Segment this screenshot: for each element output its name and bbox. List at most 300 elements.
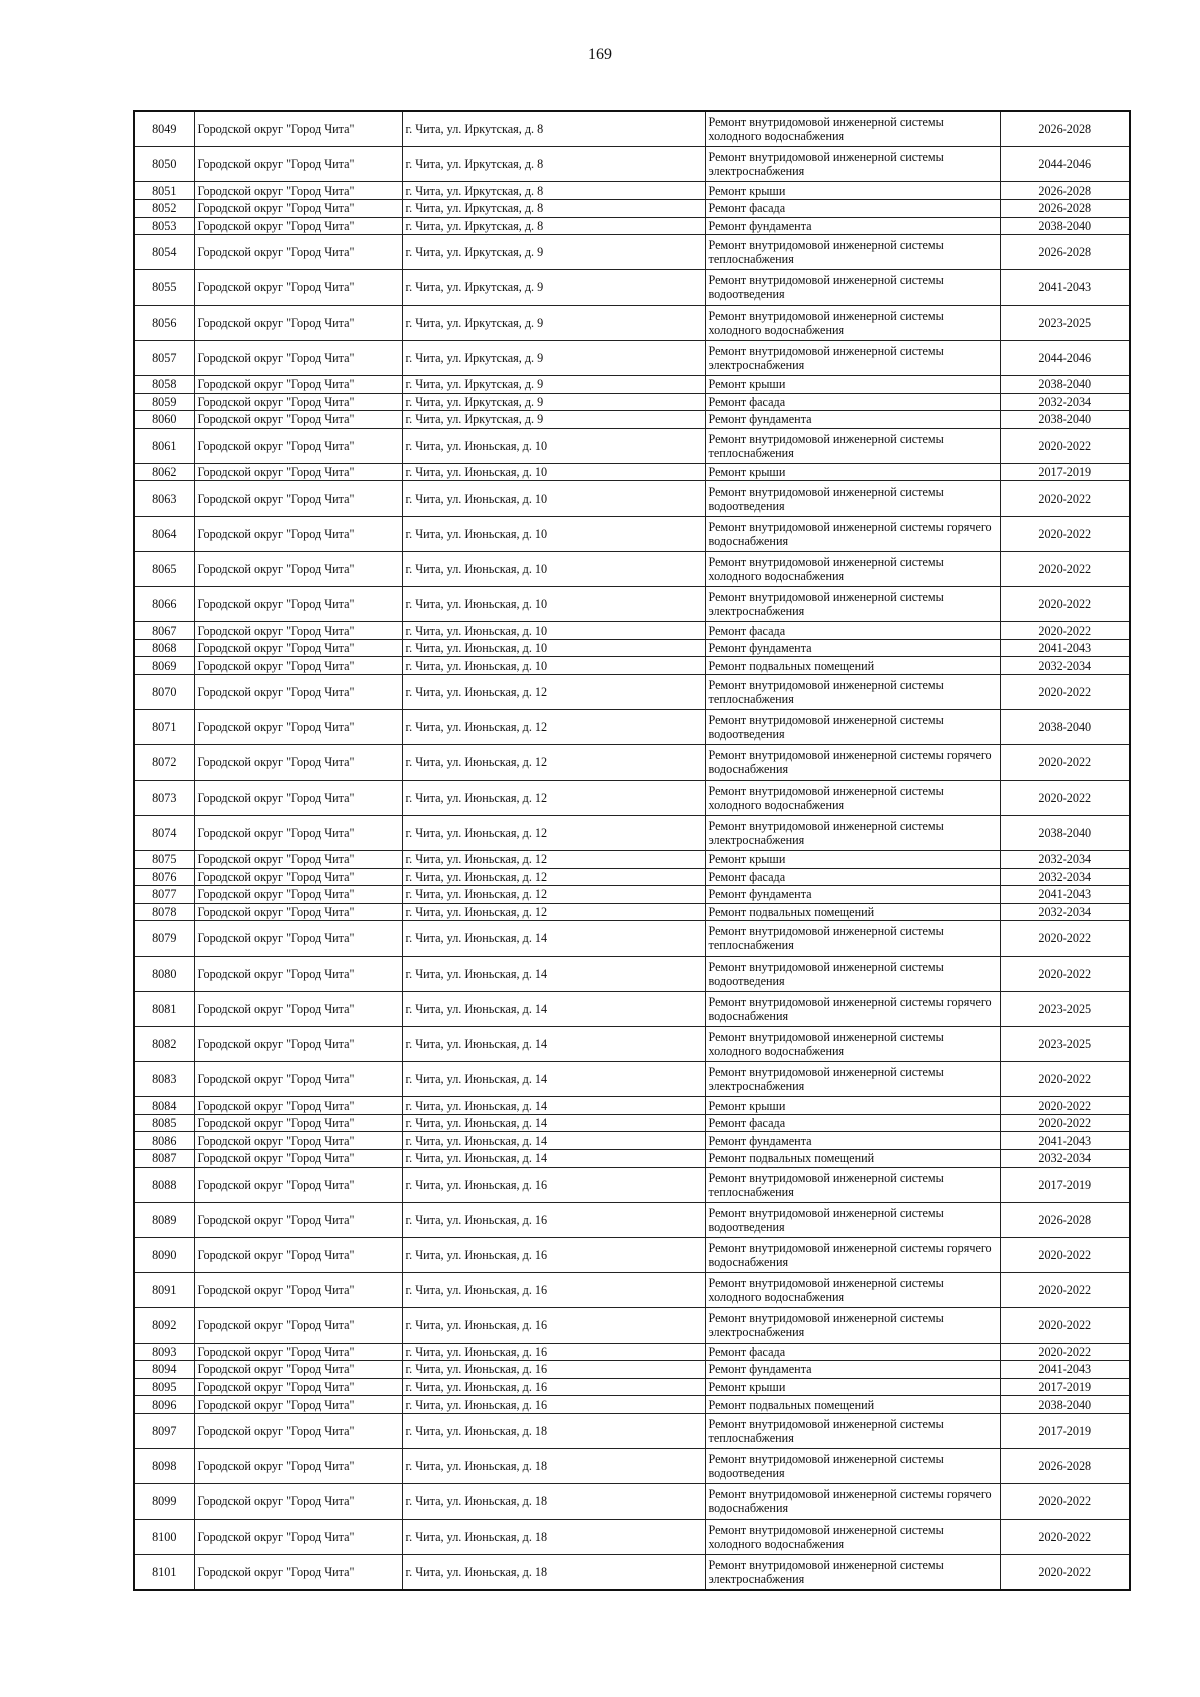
table-row: [134, 1378, 1130, 1396]
table-row: [134, 1132, 1130, 1150]
period-cell: 2023-2025: [1000, 305, 1130, 340]
address-cell: г. Чита, ул. Июньская, д. 16: [402, 1238, 705, 1273]
table-row: [134, 270, 1130, 305]
municipality-cell: Городской округ "Город Чита": [194, 745, 402, 780]
period-cell: 2041-2043: [1000, 639, 1130, 657]
period-cell: 2017-2019: [1000, 463, 1130, 481]
work-type-cell: Ремонт внутридомовой инженерной системы горячего водоснабжения: [705, 745, 1000, 780]
table-row: [134, 1361, 1130, 1379]
address-cell: г. Чита, ул. Июньская, д. 16: [402, 1202, 705, 1237]
row-number-cell: 8089: [134, 1202, 194, 1237]
address-cell: г. Чита, ул. Иркутская, д. 9: [402, 411, 705, 429]
work-type-cell: Ремонт внутридомовой инженерной системы холодного водоснабжения: [705, 551, 1000, 586]
table-row: [134, 428, 1130, 463]
address-cell: г. Чита, ул. Иркутская, д. 8: [402, 111, 705, 147]
municipality-cell: Городской округ "Город Чита": [194, 516, 402, 551]
row-number-cell: 8063: [134, 481, 194, 516]
municipality-cell: Городской округ "Город Чита": [194, 1097, 402, 1115]
address-cell: г. Чита, ул. Июньская, д. 14: [402, 1097, 705, 1115]
table-row: [134, 411, 1130, 429]
municipality-cell: Городской округ "Город Чита": [194, 1273, 402, 1308]
period-cell: 2020-2022: [1000, 551, 1130, 586]
period-cell: 2041-2043: [1000, 270, 1130, 305]
period-cell: 2020-2022: [1000, 587, 1130, 622]
work-type-cell: Ремонт внутридомовой инженерной системы электроснабжения: [705, 587, 1000, 622]
row-number-cell: 8098: [134, 1449, 194, 1484]
table-row: [134, 305, 1130, 340]
municipality-cell: Городской округ "Город Чита": [194, 305, 402, 340]
municipality-cell: Городской округ "Город Чита": [194, 428, 402, 463]
address-cell: г. Чита, ул. Июньская, д. 18: [402, 1449, 705, 1484]
period-cell: 2020-2022: [1000, 675, 1130, 710]
period-cell: 2020-2022: [1000, 1273, 1130, 1308]
row-number-cell: 8100: [134, 1519, 194, 1554]
address-cell: г. Чита, ул. Июньская, д. 10: [402, 587, 705, 622]
table-row: [134, 1114, 1130, 1132]
municipality-cell: Городской округ "Город Чита": [194, 921, 402, 956]
table-row: [134, 551, 1130, 586]
period-cell: 2020-2022: [1000, 1343, 1130, 1361]
address-cell: г. Чита, ул. Июньская, д. 14: [402, 956, 705, 991]
address-cell: г. Чита, ул. Иркутская, д. 8: [402, 199, 705, 217]
municipality-cell: Городской округ "Город Чита": [194, 235, 402, 270]
period-cell: 2017-2019: [1000, 1413, 1130, 1448]
table-row: [134, 111, 1130, 147]
row-number-cell: 8078: [134, 903, 194, 921]
period-cell: 2041-2043: [1000, 1132, 1130, 1150]
table-row: [134, 903, 1130, 921]
row-number-cell: 8064: [134, 516, 194, 551]
work-type-cell: Ремонт фундамента: [705, 217, 1000, 235]
address-cell: г. Чита, ул. Иркутская, д. 8: [402, 217, 705, 235]
row-number-cell: 8086: [134, 1132, 194, 1150]
period-cell: 2044-2046: [1000, 340, 1130, 375]
municipality-cell: Городской округ "Город Чита": [194, 639, 402, 657]
row-number-cell: 8052: [134, 199, 194, 217]
work-type-cell: Ремонт внутридомовой инженерной системы электроснабжения: [705, 1062, 1000, 1097]
table-row: [134, 463, 1130, 481]
municipality-cell: Городской округ "Город Чита": [194, 710, 402, 745]
table-row: [134, 1343, 1130, 1361]
table-row: [134, 1273, 1130, 1308]
work-type-cell: Ремонт внутридомовой инженерной системы холодного водоснабжения: [705, 780, 1000, 815]
municipality-cell: Городской округ "Город Чита": [194, 393, 402, 411]
municipality-cell: Городской округ "Город Чита": [194, 903, 402, 921]
work-type-cell: Ремонт внутридомовой инженерной системы холодного водоснабжения: [705, 1519, 1000, 1554]
period-cell: 2020-2022: [1000, 780, 1130, 815]
row-number-cell: 8099: [134, 1484, 194, 1519]
work-type-cell: Ремонт внутридомовой инженерной системы горячего водоснабжения: [705, 1484, 1000, 1519]
municipality-cell: Городской округ "Город Чита": [194, 657, 402, 675]
period-cell: 2017-2019: [1000, 1167, 1130, 1202]
address-cell: г. Чита, ул. Иркутская, д. 9: [402, 235, 705, 270]
row-number-cell: 8059: [134, 393, 194, 411]
row-number-cell: 8055: [134, 270, 194, 305]
work-type-cell: Ремонт внутридомовой инженерной системы водоотведения: [705, 1449, 1000, 1484]
table-row: [134, 1308, 1130, 1343]
table-row: [134, 850, 1130, 868]
work-type-cell: Ремонт фасада: [705, 868, 1000, 886]
period-cell: 2023-2025: [1000, 991, 1130, 1026]
municipality-cell: Городской округ "Город Чита": [194, 1026, 402, 1061]
address-cell: г. Чита, ул. Июньская, д. 10: [402, 657, 705, 675]
table-row: [134, 516, 1130, 551]
address-cell: г. Чита, ул. Июньская, д. 12: [402, 745, 705, 780]
table-row: [134, 1062, 1130, 1097]
row-number-cell: 8053: [134, 217, 194, 235]
address-cell: г. Чита, ул. Июньская, д. 16: [402, 1308, 705, 1343]
table-row: [134, 991, 1130, 1026]
table-row: [134, 675, 1130, 710]
period-cell: 2020-2022: [1000, 481, 1130, 516]
address-cell: г. Чита, ул. Июньская, д. 10: [402, 481, 705, 516]
period-cell: 2020-2022: [1000, 921, 1130, 956]
work-type-cell: Ремонт фундамента: [705, 411, 1000, 429]
row-number-cell: 8087: [134, 1150, 194, 1168]
municipality-cell: Городской округ "Город Чита": [194, 886, 402, 904]
municipality-cell: Городской округ "Город Чита": [194, 1150, 402, 1168]
period-cell: 2038-2040: [1000, 710, 1130, 745]
row-number-cell: 8056: [134, 305, 194, 340]
row-number-cell: 8062: [134, 463, 194, 481]
row-number-cell: 8085: [134, 1114, 194, 1132]
work-type-cell: Ремонт внутридомовой инженерной системы водоотведения: [705, 270, 1000, 305]
work-type-cell: Ремонт внутридомовой инженерной системы теплоснабжения: [705, 1413, 1000, 1448]
address-cell: г. Чита, ул. Июньская, д. 14: [402, 1026, 705, 1061]
address-cell: г. Чита, ул. Июньская, д. 12: [402, 815, 705, 850]
table-row: [134, 147, 1130, 182]
work-type-cell: Ремонт внутридомовой инженерной системы электроснабжения: [705, 1308, 1000, 1343]
address-cell: г. Чита, ул. Июньская, д. 12: [402, 780, 705, 815]
work-type-cell: Ремонт внутридомовой инженерной системы горячего водоснабжения: [705, 516, 1000, 551]
work-type-cell: Ремонт внутридомовой инженерной системы водоотведения: [705, 481, 1000, 516]
table-row: [134, 886, 1130, 904]
period-cell: 2038-2040: [1000, 375, 1130, 393]
row-number-cell: 8065: [134, 551, 194, 586]
row-number-cell: 8050: [134, 147, 194, 182]
address-cell: г. Чита, ул. Июньская, д. 12: [402, 675, 705, 710]
period-cell: 2032-2034: [1000, 1150, 1130, 1168]
row-number-cell: 8070: [134, 675, 194, 710]
row-number-cell: 8090: [134, 1238, 194, 1273]
period-cell: 2038-2040: [1000, 217, 1130, 235]
table-row: [134, 1202, 1130, 1237]
address-cell: г. Чита, ул. Июньская, д. 10: [402, 516, 705, 551]
address-cell: г. Чита, ул. Июньская, д. 16: [402, 1167, 705, 1202]
work-type-cell: Ремонт внутридомовой инженерной системы электроснабжения: [705, 340, 1000, 375]
municipality-cell: Городской округ "Город Чита": [194, 551, 402, 586]
table-row: [134, 780, 1130, 815]
municipality-cell: Городской округ "Город Чита": [194, 217, 402, 235]
period-cell: 2026-2028: [1000, 111, 1130, 147]
work-type-cell: Ремонт фундамента: [705, 886, 1000, 904]
row-number-cell: 8072: [134, 745, 194, 780]
municipality-cell: Городской округ "Город Чита": [194, 340, 402, 375]
row-number-cell: 8097: [134, 1413, 194, 1448]
table-row: [134, 1238, 1130, 1273]
table-row: [134, 657, 1130, 675]
row-number-cell: 8067: [134, 622, 194, 640]
work-type-cell: Ремонт внутридомовой инженерной системы холодного водоснабжения: [705, 1273, 1000, 1308]
work-type-cell: Ремонт внутридомовой инженерной системы электроснабжения: [705, 815, 1000, 850]
table-row: [134, 587, 1130, 622]
work-type-cell: Ремонт внутридомовой инженерной системы теплоснабжения: [705, 921, 1000, 956]
municipality-cell: Городской округ "Город Чита": [194, 991, 402, 1026]
address-cell: г. Чита, ул. Июньская, д. 12: [402, 868, 705, 886]
row-number-cell: 8054: [134, 235, 194, 270]
table-body: [134, 111, 1130, 1590]
municipality-cell: Городской округ "Город Чита": [194, 182, 402, 200]
period-cell: 2020-2022: [1000, 1519, 1130, 1554]
address-cell: г. Чита, ул. Июньская, д. 14: [402, 1132, 705, 1150]
table-row: [134, 745, 1130, 780]
work-type-cell: Ремонт внутридомовой инженерной системы теплоснабжения: [705, 235, 1000, 270]
work-type-cell: Ремонт внутридомовой инженерной системы теплоснабжения: [705, 675, 1000, 710]
municipality-cell: Городской округ "Город Чита": [194, 1132, 402, 1150]
period-cell: 2032-2034: [1000, 850, 1130, 868]
municipality-cell: Городской округ "Город Чита": [194, 587, 402, 622]
row-number-cell: 8074: [134, 815, 194, 850]
row-number-cell: 8088: [134, 1167, 194, 1202]
row-number-cell: 8082: [134, 1026, 194, 1061]
row-number-cell: 8080: [134, 956, 194, 991]
period-cell: 2020-2022: [1000, 1097, 1130, 1115]
period-cell: 2020-2022: [1000, 1554, 1130, 1590]
period-cell: 2020-2022: [1000, 1238, 1130, 1273]
row-number-cell: 8095: [134, 1378, 194, 1396]
municipality-cell: Городской округ "Город Чита": [194, 675, 402, 710]
municipality-cell: Городской округ "Город Чита": [194, 147, 402, 182]
row-number-cell: 8060: [134, 411, 194, 429]
period-cell: 2020-2022: [1000, 428, 1130, 463]
row-number-cell: 8077: [134, 886, 194, 904]
municipality-cell: Городской округ "Город Чита": [194, 868, 402, 886]
work-type-cell: Ремонт подвальных помещений: [705, 1396, 1000, 1414]
table-row: [134, 815, 1130, 850]
work-type-cell: Ремонт крыши: [705, 850, 1000, 868]
period-cell: 2020-2022: [1000, 1114, 1130, 1132]
period-cell: 2032-2034: [1000, 868, 1130, 886]
municipality-cell: Городской округ "Город Чита": [194, 1449, 402, 1484]
table-row: [134, 1413, 1130, 1448]
work-type-cell: Ремонт фундамента: [705, 1132, 1000, 1150]
work-type-cell: Ремонт внутридомовой инженерной системы горячего водоснабжения: [705, 1238, 1000, 1273]
work-type-cell: Ремонт подвальных помещений: [705, 903, 1000, 921]
row-number-cell: 8093: [134, 1343, 194, 1361]
repair-schedule-table: [133, 110, 1131, 1591]
work-type-cell: Ремонт крыши: [705, 375, 1000, 393]
period-cell: 2026-2028: [1000, 1449, 1130, 1484]
row-number-cell: 8066: [134, 587, 194, 622]
table-row: [134, 1519, 1130, 1554]
work-type-cell: Ремонт крыши: [705, 182, 1000, 200]
work-type-cell: Ремонт внутридомовой инженерной системы теплоснабжения: [705, 1167, 1000, 1202]
address-cell: г. Чита, ул. Июньская, д. 10: [402, 639, 705, 657]
address-cell: г. Чита, ул. Июньская, д. 16: [402, 1273, 705, 1308]
row-number-cell: 8081: [134, 991, 194, 1026]
municipality-cell: Городской округ "Город Чита": [194, 850, 402, 868]
row-number-cell: 8084: [134, 1097, 194, 1115]
work-type-cell: Ремонт внутридомовой инженерной системы горячего водоснабжения: [705, 991, 1000, 1026]
municipality-cell: Городской округ "Город Чита": [194, 1396, 402, 1414]
page-number: 169: [588, 46, 612, 63]
period-cell: 2038-2040: [1000, 1396, 1130, 1414]
table-row: [134, 340, 1130, 375]
row-number-cell: 8057: [134, 340, 194, 375]
municipality-cell: Городской округ "Город Чита": [194, 956, 402, 991]
work-type-cell: Ремонт внутридомовой инженерной системы водоотведения: [705, 710, 1000, 745]
address-cell: г. Чита, ул. Июньская, д. 16: [402, 1396, 705, 1414]
row-number-cell: 8096: [134, 1396, 194, 1414]
address-cell: г. Чита, ул. Июньская, д. 10: [402, 622, 705, 640]
table-row: [134, 481, 1130, 516]
period-cell: 2023-2025: [1000, 1026, 1130, 1061]
period-cell: 2020-2022: [1000, 516, 1130, 551]
municipality-cell: Городской округ "Город Чита": [194, 1238, 402, 1273]
row-number-cell: 8101: [134, 1554, 194, 1590]
period-cell: 2026-2028: [1000, 199, 1130, 217]
work-type-cell: Ремонт внутридомовой инженерной системы водоотведения: [705, 956, 1000, 991]
address-cell: г. Чита, ул. Июньская, д. 14: [402, 1062, 705, 1097]
municipality-cell: Городской округ "Город Чита": [194, 463, 402, 481]
work-type-cell: Ремонт внутридомовой инженерной системы теплоснабжения: [705, 428, 1000, 463]
address-cell: г. Чита, ул. Иркутская, д. 8: [402, 147, 705, 182]
period-cell: 2032-2034: [1000, 903, 1130, 921]
period-cell: 2020-2022: [1000, 745, 1130, 780]
municipality-cell: Городской округ "Город Чита": [194, 1114, 402, 1132]
table-row: [134, 1484, 1130, 1519]
work-type-cell: Ремонт внутридомовой инженерной системы электроснабжения: [705, 147, 1000, 182]
period-cell: 2032-2034: [1000, 393, 1130, 411]
row-number-cell: 8075: [134, 850, 194, 868]
address-cell: г. Чита, ул. Июньская, д. 12: [402, 886, 705, 904]
work-type-cell: Ремонт крыши: [705, 1097, 1000, 1115]
address-cell: г. Чита, ул. Иркутская, д. 9: [402, 340, 705, 375]
municipality-cell: Городской округ "Город Чита": [194, 1413, 402, 1448]
row-number-cell: 8069: [134, 657, 194, 675]
address-cell: г. Чита, ул. Июньская, д. 12: [402, 710, 705, 745]
period-cell: 2038-2040: [1000, 411, 1130, 429]
row-number-cell: 8091: [134, 1273, 194, 1308]
work-type-cell: Ремонт внутридомовой инженерной системы холодного водоснабжения: [705, 1026, 1000, 1061]
table-row: [134, 622, 1130, 640]
row-number-cell: 8061: [134, 428, 194, 463]
address-cell: г. Чита, ул. Иркутская, д. 9: [402, 393, 705, 411]
address-cell: г. Чита, ул. Июньская, д. 14: [402, 921, 705, 956]
table-row: [134, 217, 1130, 235]
period-cell: 2020-2022: [1000, 1308, 1130, 1343]
period-cell: 2026-2028: [1000, 235, 1130, 270]
address-cell: г. Чита, ул. Июньская, д. 16: [402, 1343, 705, 1361]
municipality-cell: Городской округ "Город Чита": [194, 1343, 402, 1361]
address-cell: г. Чита, ул. Иркутская, д. 8: [402, 182, 705, 200]
table-row: [134, 375, 1130, 393]
work-type-cell: Ремонт внутридомовой инженерной системы холодного водоснабжения: [705, 305, 1000, 340]
period-cell: 2020-2022: [1000, 956, 1130, 991]
address-cell: г. Чита, ул. Иркутская, д. 9: [402, 270, 705, 305]
address-cell: г. Чита, ул. Июньская, д. 14: [402, 1114, 705, 1132]
row-number-cell: 8076: [134, 868, 194, 886]
period-cell: 2020-2022: [1000, 1484, 1130, 1519]
period-cell: 2041-2043: [1000, 886, 1130, 904]
table-row: [134, 1150, 1130, 1168]
work-type-cell: Ремонт фасада: [705, 1343, 1000, 1361]
address-cell: г. Чита, ул. Июньская, д. 14: [402, 991, 705, 1026]
period-cell: 2044-2046: [1000, 147, 1130, 182]
table-row: [134, 1026, 1130, 1061]
work-type-cell: Ремонт фундамента: [705, 1361, 1000, 1379]
municipality-cell: Городской округ "Город Чита": [194, 1167, 402, 1202]
table-row: [134, 921, 1130, 956]
row-number-cell: 8079: [134, 921, 194, 956]
municipality-cell: Городской округ "Город Чита": [194, 1484, 402, 1519]
municipality-cell: Городской округ "Город Чита": [194, 481, 402, 516]
municipality-cell: Городской округ "Город Чита": [194, 1378, 402, 1396]
municipality-cell: Городской округ "Город Чита": [194, 1202, 402, 1237]
address-cell: г. Чита, ул. Иркутская, д. 9: [402, 305, 705, 340]
address-cell: г. Чита, ул. Июньская, д. 10: [402, 428, 705, 463]
row-number-cell: 8073: [134, 780, 194, 815]
work-type-cell: Ремонт крыши: [705, 1378, 1000, 1396]
period-cell: 2026-2028: [1000, 182, 1130, 200]
table-row: [134, 956, 1130, 991]
work-type-cell: Ремонт крыши: [705, 463, 1000, 481]
period-cell: 2020-2022: [1000, 622, 1130, 640]
address-cell: г. Чита, ул. Июньская, д. 18: [402, 1413, 705, 1448]
municipality-cell: Городской округ "Город Чита": [194, 1308, 402, 1343]
work-type-cell: Ремонт подвальных помещений: [705, 1150, 1000, 1168]
table-row: [134, 199, 1130, 217]
work-type-cell: Ремонт фасада: [705, 1114, 1000, 1132]
municipality-cell: Городской округ "Город Чита": [194, 111, 402, 147]
row-number-cell: 8049: [134, 111, 194, 147]
row-number-cell: 8051: [134, 182, 194, 200]
row-number-cell: 8071: [134, 710, 194, 745]
table-row: [134, 1449, 1130, 1484]
table-row: [134, 1097, 1130, 1115]
work-type-cell: Ремонт фасада: [705, 393, 1000, 411]
table-row: [134, 868, 1130, 886]
address-cell: г. Чита, ул. Июньская, д. 18: [402, 1519, 705, 1554]
address-cell: г. Чита, ул. Июньская, д. 12: [402, 850, 705, 868]
address-cell: г. Чита, ул. Июньская, д. 18: [402, 1484, 705, 1519]
municipality-cell: Городской округ "Город Чита": [194, 270, 402, 305]
municipality-cell: Городской округ "Город Чита": [194, 622, 402, 640]
period-cell: 2038-2040: [1000, 815, 1130, 850]
table-row: [134, 1396, 1130, 1414]
work-type-cell: Ремонт подвальных помещений: [705, 657, 1000, 675]
row-number-cell: 8068: [134, 639, 194, 657]
work-type-cell: Ремонт внутридомовой инженерной системы электроснабжения: [705, 1554, 1000, 1590]
address-cell: г. Чита, ул. Июньская, д. 12: [402, 903, 705, 921]
address-cell: г. Чита, ул. Июньская, д. 18: [402, 1554, 705, 1590]
row-number-cell: 8094: [134, 1361, 194, 1379]
municipality-cell: Городской округ "Город Чита": [194, 375, 402, 393]
municipality-cell: Городской округ "Город Чита": [194, 1554, 402, 1590]
address-cell: г. Чита, ул. Июньская, д. 14: [402, 1150, 705, 1168]
address-cell: г. Чита, ул. Июньская, д. 10: [402, 463, 705, 481]
row-number-cell: 8083: [134, 1062, 194, 1097]
table-row: [134, 639, 1130, 657]
municipality-cell: Городской округ "Город Чита": [194, 1062, 402, 1097]
table-row: [134, 710, 1130, 745]
municipality-cell: Городской округ "Город Чита": [194, 199, 402, 217]
work-type-cell: Ремонт внутридомовой инженерной системы водоотведения: [705, 1202, 1000, 1237]
work-type-cell: Ремонт фундамента: [705, 639, 1000, 657]
table-row: [134, 393, 1130, 411]
period-cell: 2032-2034: [1000, 657, 1130, 675]
municipality-cell: Городской округ "Город Чита": [194, 1519, 402, 1554]
